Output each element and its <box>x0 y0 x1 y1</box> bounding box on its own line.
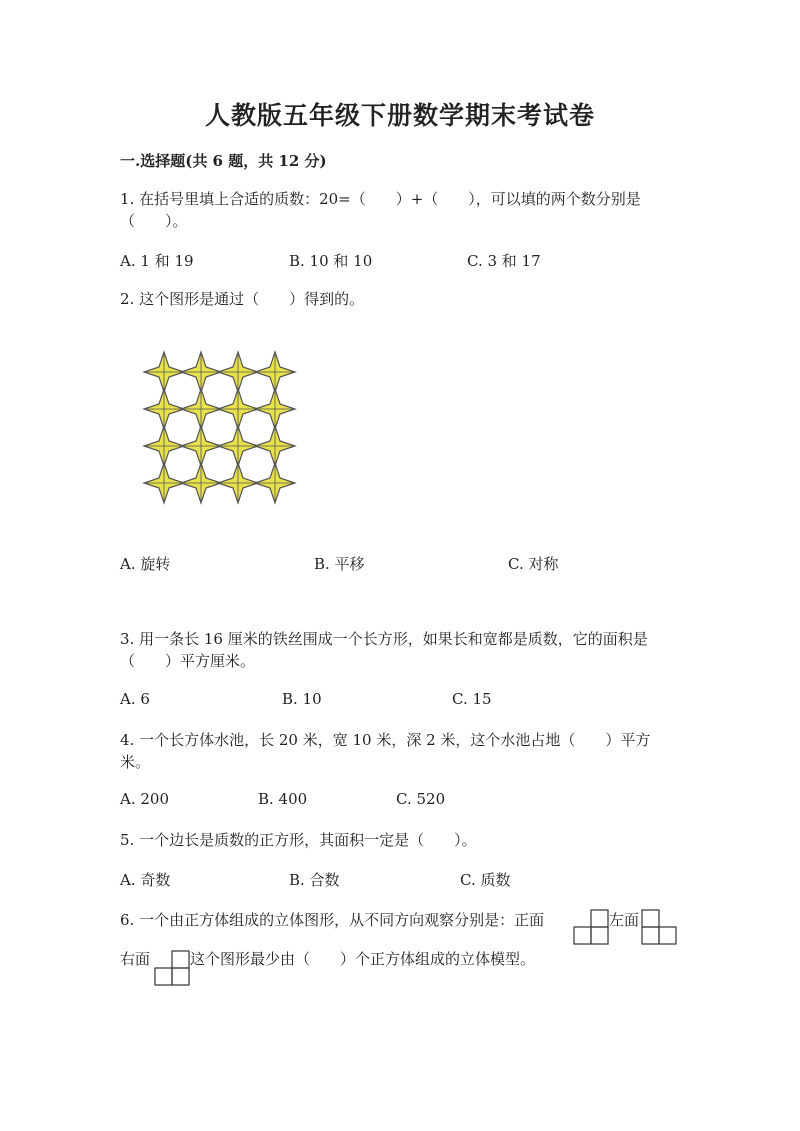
question-2-option-a: A. 旋转 <box>120 555 171 573</box>
question-5-option-a: A. 奇数 <box>120 871 171 889</box>
star-shape <box>144 463 184 503</box>
question-2-option-c: C. 对称 <box>508 555 559 573</box>
left-view-figure <box>641 909 677 945</box>
star-shape <box>218 389 258 429</box>
question-4-option-b: B. 400 <box>258 790 308 808</box>
question-1-line-2: （ ）。 <box>120 212 188 230</box>
question-5-option-c: C. 质数 <box>460 871 511 889</box>
star-shape <box>181 389 221 429</box>
question-3-line-1: 3. 用一条长 16 厘米的铁丝围成一个长方形，如果长和宽都是质数，它的面积是 <box>120 630 648 648</box>
star-shape <box>255 352 295 392</box>
right-view-figure <box>154 950 190 986</box>
section-heading: 一.选择题(共 6 题，共 12 分) <box>120 152 327 170</box>
question-2-option-b: B. 平移 <box>314 555 365 573</box>
question-3-option-a: A. 6 <box>120 690 150 708</box>
question-2-line-1: 2. 这个图形是通过（ ）得到的。 <box>120 290 365 308</box>
question-3-line-2: （ ）平方厘米。 <box>120 652 256 670</box>
star-shape <box>218 426 258 466</box>
question-1-line-1: 1. 在括号里填上合适的质数：20=（ ）+（ ），可以填的两个数分别是 <box>120 190 641 208</box>
star-shape <box>181 426 221 466</box>
star-shape <box>218 463 258 503</box>
question-4-line-1: 4. 一个长方体水池，长 20 米，宽 10 米，深 2 米，这个水池占地（ ）平方 <box>120 731 651 749</box>
front-view-figure <box>573 909 609 945</box>
question-1-option-a: A. 1 和 19 <box>120 252 194 270</box>
question-4-option-c: C. 520 <box>396 790 446 808</box>
question-1-option-c: C. 3 和 17 <box>467 252 541 270</box>
star-shape <box>255 426 295 466</box>
star-shape <box>181 463 221 503</box>
question-1-option-b: B. 10 和 10 <box>289 252 373 270</box>
question-5-line-1: 5. 一个边长是质数的正方形，其面积一定是（ ）。 <box>120 831 477 849</box>
star-shape <box>255 389 295 429</box>
question-4-line-2: 米。 <box>120 753 151 771</box>
star-shape <box>218 352 258 392</box>
right-view-label: 右面 <box>120 950 151 968</box>
star-shape <box>144 389 184 429</box>
question-3-option-c: C. 15 <box>452 690 492 708</box>
star-shape <box>255 463 295 503</box>
question-5-option-b: B. 合数 <box>289 871 340 889</box>
question-6-line-1: 6. 一个由正方体组成的立体图形，从不同方向观察分别是：正面 <box>120 911 545 929</box>
page-title: 人教版五年级下册数学期末考试卷 <box>204 101 595 130</box>
star-shape <box>144 426 184 466</box>
left-view-label: 左面 <box>609 911 640 929</box>
star-shape <box>144 352 184 392</box>
question-3-option-b: B. 10 <box>282 690 322 708</box>
star-shape <box>181 352 221 392</box>
star-pattern-figure <box>140 348 300 508</box>
question-6-line-2: 这个图形最少由（ ）个正方体组成的立体模型。 <box>190 950 536 968</box>
question-4-option-a: A. 200 <box>120 790 169 808</box>
